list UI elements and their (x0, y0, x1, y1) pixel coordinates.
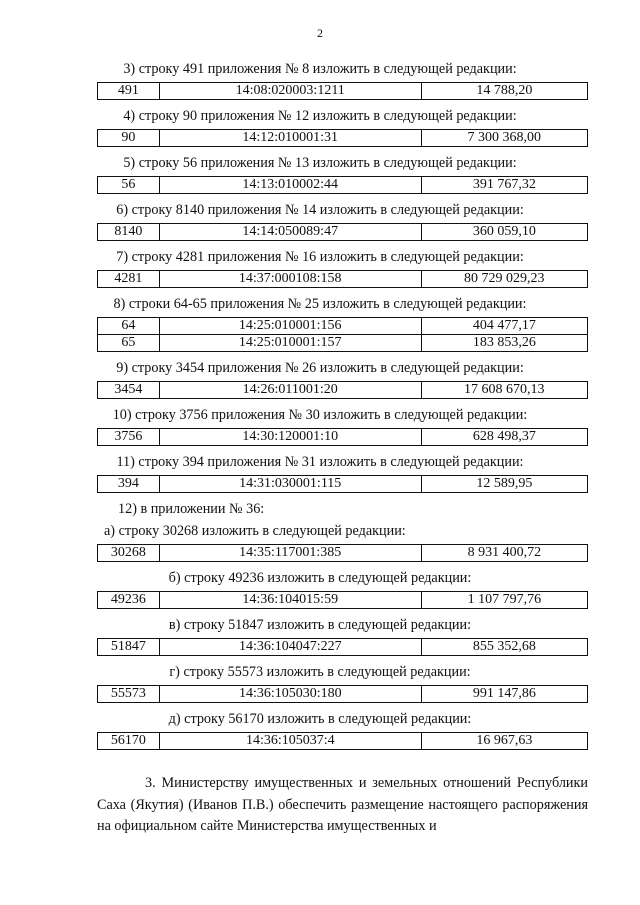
row-number: 394 (98, 476, 160, 493)
row-number: 4281 (98, 271, 160, 288)
cadastral-value: 17 608 670,13 (421, 382, 587, 399)
cadastral-value: 183 853,26 (421, 335, 587, 352)
amendment-table (97, 317, 588, 352)
amendment-table (97, 129, 588, 147)
table-row (98, 335, 588, 352)
amendment-caption: 4) строку 90 приложения № 12 изложить в следующей редакции: (123, 108, 517, 124)
row-number: 49236 (98, 592, 160, 609)
row-number: 64 (98, 318, 160, 335)
amendment-6 (0, 201, 640, 241)
amendment-caption: в) строку 51847 изложить в следующей редакции: (168, 617, 472, 633)
row-number: 51847 (98, 639, 160, 656)
amendment-caption: 9) строку 3454 приложения № 26 изложить в следующей редакции: (116, 360, 524, 376)
row-number: 65 (98, 335, 160, 352)
cadastral-number: 14:14:050089:47 (159, 224, 421, 241)
cadastral-value: 391 767,32 (421, 177, 587, 194)
row-number: 8140 (98, 224, 160, 241)
amendment-7 (0, 248, 640, 288)
cadastral-value: 404 477,17 (421, 318, 587, 335)
amendment-caption: 6) строку 8140 приложения № 14 изложить в следующей редакции: (116, 202, 524, 218)
amendment-table (97, 176, 588, 194)
amendment-8 (0, 295, 640, 352)
cadastral-number: 14:25:010001:157 (159, 335, 421, 352)
table-row (98, 429, 588, 446)
table-row (98, 545, 588, 562)
page-number: 2 (317, 26, 323, 40)
amendment-table (97, 428, 588, 446)
cadastral-value: 991 147,86 (421, 686, 587, 703)
cadastral-value: 8 931 400,72 (421, 545, 587, 562)
cadastral-number: 14:08:020003:1211 (159, 83, 421, 100)
table-row (98, 318, 588, 335)
cadastral-value: 14 788,20 (421, 83, 587, 100)
amendment-caption: 5) строку 56 приложения № 13 изложить в следующей редакции: (123, 155, 517, 171)
amendment-10 (0, 406, 640, 446)
cadastral-value: 16 967,63 (421, 733, 587, 750)
amendment-4 (0, 107, 640, 147)
amendment-caption: д) строку 56170 изложить в следующей редакции: (168, 711, 472, 727)
cadastral-value: 628 498,37 (421, 429, 587, 446)
amendment-table (97, 223, 588, 241)
amendment-caption: 8) строки 64-65 приложения № 25 изложить в следующей редакции: (113, 296, 527, 312)
amendment-table (97, 591, 588, 609)
table-row (98, 83, 588, 100)
table-row (98, 639, 588, 656)
cadastral-value: 12 589,95 (421, 476, 587, 493)
amendment-caption: 7) строку 4281 приложения № 16 изложить в следующей редакции: (116, 249, 524, 265)
table-row (98, 592, 588, 609)
amendment-caption: 11) строку 394 приложения № 31 изложить в следующей редакции: (116, 454, 524, 470)
cadastral-number: 14:12:010001:31 (159, 130, 421, 147)
amendment-11 (0, 453, 640, 493)
amendment-table (97, 544, 588, 562)
table-row (98, 686, 588, 703)
table-row (98, 177, 588, 194)
amendment-3 (0, 60, 640, 100)
amendment-12 (0, 500, 640, 750)
paragraph-3: 3. Министерству имущественных и земельных отношений Республики Саха (Якутия) (Иванов П.В.) обеспечить размещение настоящего распоряжения на официальном сайте Министерства имущественных и (97, 775, 588, 834)
table-row (98, 476, 588, 493)
amendment-caption: г) строку 55573 изложить в следующей редакции: (169, 664, 471, 680)
cadastral-number: 14:36:104015:59 (159, 592, 421, 609)
cadastral-number: 14:25:010001:156 (159, 318, 421, 335)
row-number: 3454 (98, 382, 160, 399)
amendment-table (97, 381, 588, 399)
amendment-list (0, 60, 640, 757)
table-row (98, 130, 588, 147)
amendment-caption: 3) строку 491 приложения № 8 изложить в следующей редакции: (123, 61, 517, 77)
section-12-heading: 12) в приложении № 36: (118, 501, 265, 517)
cadastral-value: 855 352,68 (421, 639, 587, 656)
table-row (98, 733, 588, 750)
cadastral-number: 14:35:117001:385 (159, 545, 421, 562)
table-row (98, 382, 588, 399)
cadastral-number: 14:36:105030:180 (159, 686, 421, 703)
cadastral-value: 1 107 797,76 (421, 592, 587, 609)
amendment-table (97, 475, 588, 493)
amendment-9 (0, 359, 640, 399)
amendment-table (97, 638, 588, 656)
cadastral-number: 14:31:030001:115 (159, 476, 421, 493)
amendment-5 (0, 154, 640, 194)
amendment-table (97, 732, 588, 750)
cadastral-number: 14:30:120001:10 (159, 429, 421, 446)
table-row (98, 271, 588, 288)
row-number: 491 (98, 83, 160, 100)
cadastral-value: 360 059,10 (421, 224, 587, 241)
cadastral-number: 14:13:010002:44 (159, 177, 421, 194)
cadastral-value: 80 729 029,23 (421, 271, 587, 288)
row-number: 90 (98, 130, 160, 147)
row-number: 56 (98, 177, 160, 194)
cadastral-number: 14:37:000108:158 (159, 271, 421, 288)
cadastral-number: 14:26:011001:20 (159, 382, 421, 399)
cadastral-number: 14:36:105037:4 (159, 733, 421, 750)
cadastral-number: 14:36:104047:227 (159, 639, 421, 656)
row-number: 56170 (98, 733, 160, 750)
amendment-table (97, 685, 588, 703)
row-number: 30268 (98, 545, 160, 562)
row-number: 55573 (98, 686, 160, 703)
row-number: 3756 (98, 429, 160, 446)
amendment-table (97, 82, 588, 100)
amendment-table (97, 270, 588, 288)
cadastral-value: 7 300 368,00 (421, 130, 587, 147)
amendment-caption: 10) строку 3756 приложения № 30 изложить в следующей редакции: (112, 407, 528, 423)
amendment-caption: б) строку 49236 изложить в следующей редакции: (168, 570, 472, 586)
table-row (98, 224, 588, 241)
amendment-caption: а) строку 30268 изложить в следующей редакции: (104, 523, 406, 539)
